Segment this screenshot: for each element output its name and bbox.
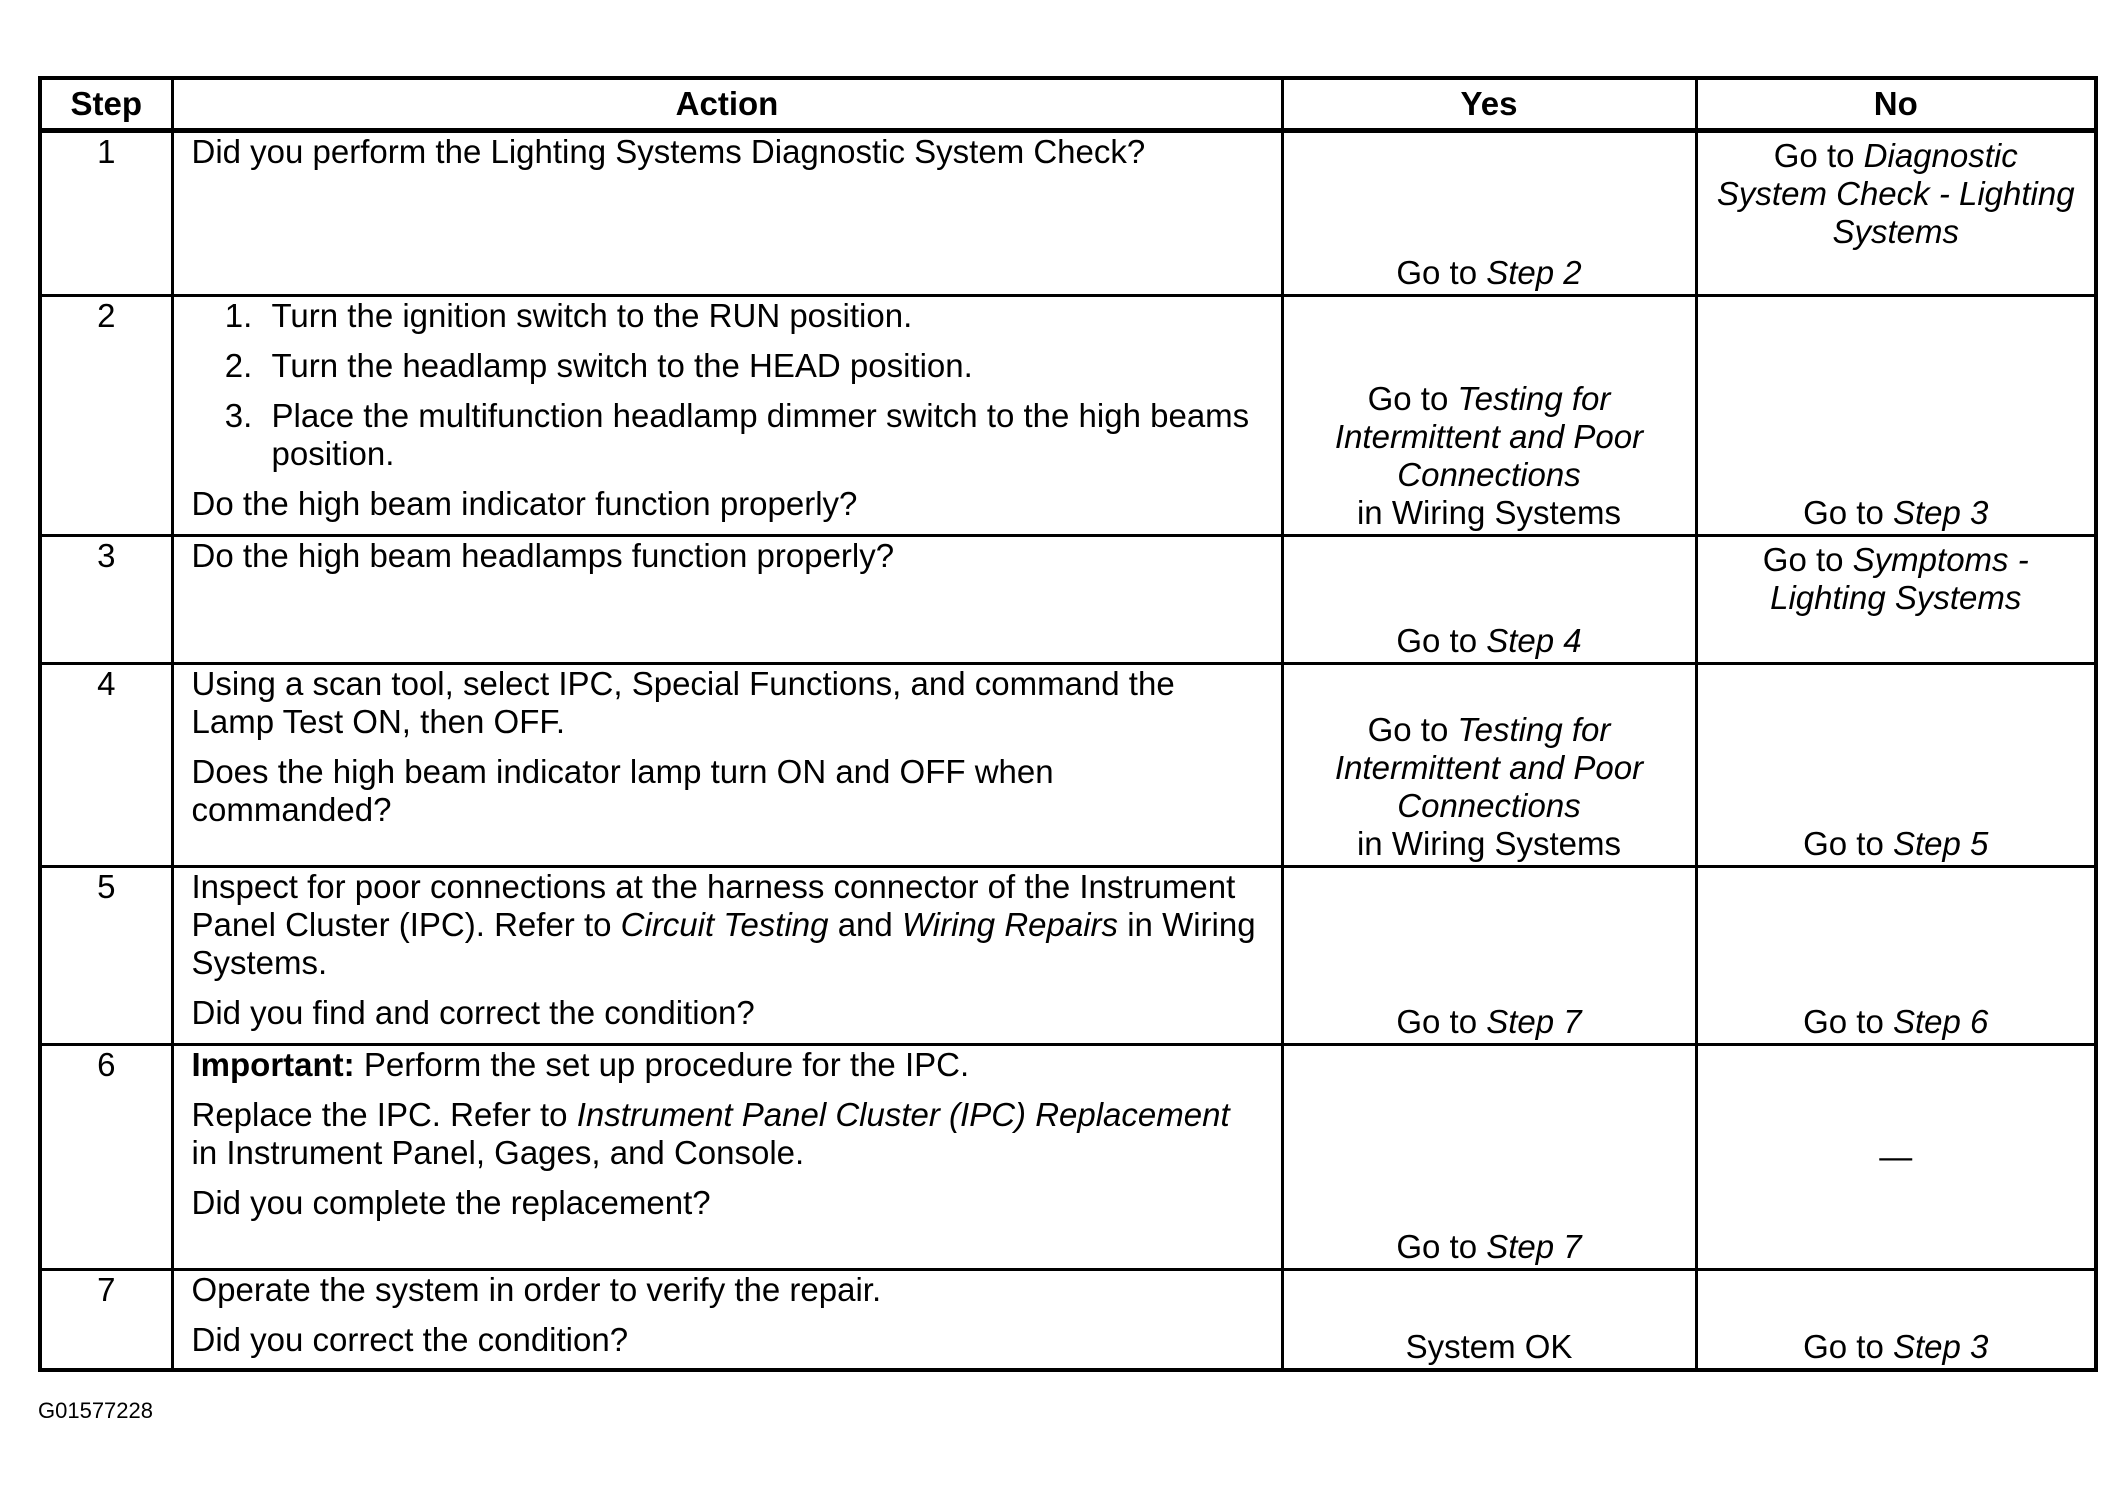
yes-cell	[1282, 1045, 1696, 1270]
header-no: No	[1696, 78, 2096, 131]
yes-prefix: Go to	[1396, 1228, 1487, 1265]
action-steps-list	[192, 297, 1263, 473]
yes-cell	[1282, 867, 1696, 1045]
yes-link[interactable]: Step 7	[1486, 1003, 1582, 1040]
step-number: 1	[40, 131, 172, 296]
no-link[interactable]: Symptoms - Lighting Systems	[1770, 541, 2029, 616]
action-instruction: Operate the system in order to verify the repair.	[191, 1271, 882, 1308]
action-instruction: Using a scan tool, select IPC, Special Functions, and command the Lamp Test ON, then OFF.	[191, 665, 1175, 740]
yes-prefix: Go to	[1367, 380, 1458, 417]
action-question: Do the high beam indicator function properly?	[191, 485, 858, 522]
no-cell	[1696, 867, 2096, 1045]
table-row	[40, 536, 2096, 664]
reference-link[interactable]: Circuit Testing	[620, 906, 829, 943]
yes-link[interactable]: Step 2	[1486, 254, 1582, 291]
step-number: 7	[40, 1270, 172, 1370]
action-cell	[172, 867, 1282, 1045]
table-row	[40, 1045, 2096, 1270]
header-row	[40, 78, 2096, 131]
step-number: 3	[40, 536, 172, 664]
action-cell	[172, 296, 1282, 536]
action-question: Did you perform the Lighting Systems Diagnostic System Check?	[191, 133, 1146, 170]
reference-link[interactable]: Wiring Repairs	[901, 906, 1119, 943]
step-number: 4	[40, 664, 172, 867]
no-link[interactable]: Step 5	[1892, 825, 1989, 862]
action-instruction	[192, 868, 1263, 982]
no-link[interactable]: Step 6	[1892, 1003, 1989, 1040]
no-link[interactable]: Diagnostic System Check - Lighting Systems	[1716, 137, 2075, 250]
figure-id: G01577228	[38, 1398, 153, 1423]
no-prefix: Go to	[1762, 541, 1853, 578]
action-question: Do the high beam headlamps function properly?	[191, 537, 895, 574]
diagnostic-table	[38, 76, 2098, 1372]
no-cell	[1696, 536, 2096, 664]
no-link[interactable]: Step 3	[1892, 1327, 1989, 1365]
table-row	[40, 664, 2096, 867]
yes-link[interactable]: Testing for Intermittent and Poor Connections	[1334, 380, 1644, 493]
step-number: 5	[40, 867, 172, 1045]
no-dash: —	[1879, 1138, 1913, 1175]
no-cell	[1696, 1045, 2096, 1270]
yes-cell	[1282, 296, 1696, 536]
no-link[interactable]: Step 3	[1892, 494, 1989, 531]
yes-cell	[1282, 1270, 1696, 1370]
yes-prefix: Go to	[1396, 622, 1487, 659]
header-action: Action	[172, 78, 1282, 131]
table-row	[40, 296, 2096, 536]
action-question: Did you complete the replacement?	[191, 1184, 711, 1221]
action-question: Does the high beam indicator lamp turn ON and OFF when commanded?	[191, 753, 1054, 828]
yes-suffix: in Wiring Systems	[1356, 494, 1622, 531]
no-prefix: Go to	[1803, 825, 1893, 862]
action-text: in Instrument Panel, Gages, and Console.	[191, 1134, 805, 1171]
action-step-item: 3. Place the multifunction headlamp dimmer switch to the high beams position.	[262, 397, 1263, 473]
action-question: Did you find and correct the condition?	[191, 994, 755, 1031]
action-cell	[172, 536, 1282, 664]
action-text: Inspect for poor connections at the harness connector of the Instrument Panel Cluster (IPC). Refer to	[191, 868, 1236, 943]
yes-prefix: Go to	[1396, 254, 1487, 291]
action-question: Did you correct the condition?	[191, 1321, 629, 1358]
header-step: Step	[40, 78, 172, 131]
yes-link[interactable]: Step 7	[1486, 1228, 1582, 1265]
header-yes: Yes	[1282, 78, 1696, 131]
action-cell	[172, 1045, 1282, 1270]
no-prefix: Go to	[1803, 1003, 1893, 1040]
important-text: Perform the set up procedure for the IPC.	[354, 1046, 970, 1083]
action-cell	[172, 131, 1282, 296]
yes-prefix: Go to	[1367, 711, 1458, 748]
action-text: Replace the IPC. Refer to	[191, 1096, 577, 1133]
table-row	[40, 1270, 2096, 1370]
action-step-item: 1. Turn the ignition switch to the RUN position.	[262, 297, 1263, 335]
no-prefix: Go to	[1803, 1327, 1893, 1365]
yes-result: System OK	[1405, 1327, 1573, 1365]
yes-link[interactable]: Testing for Intermittent and Poor Connections	[1334, 711, 1644, 824]
step-number: 6	[40, 1045, 172, 1270]
no-cell	[1696, 131, 2096, 296]
yes-cell	[1282, 131, 1696, 296]
no-cell	[1696, 1270, 2096, 1370]
action-text: in Wiring Systems.	[191, 906, 1256, 981]
action-text: and	[828, 906, 902, 943]
yes-suffix: in Wiring Systems	[1356, 825, 1622, 862]
yes-prefix: Go to	[1396, 1003, 1487, 1040]
yes-cell	[1282, 536, 1696, 664]
important-label: Important:	[191, 1046, 355, 1083]
important-note	[192, 1046, 1263, 1084]
no-prefix: Go to	[1773, 137, 1864, 174]
action-cell	[172, 664, 1282, 867]
step-number: 2	[40, 296, 172, 536]
yes-link[interactable]: Step 4	[1486, 622, 1582, 659]
no-cell	[1696, 664, 2096, 867]
action-step-item: 2. Turn the headlamp switch to the HEAD position.	[262, 347, 1263, 385]
table-row	[40, 131, 2096, 296]
reference-link[interactable]: Instrument Panel Cluster (IPC) Replacement	[576, 1096, 1230, 1133]
action-instruction	[192, 1096, 1263, 1172]
no-prefix: Go to	[1803, 494, 1893, 531]
table-row	[40, 867, 2096, 1045]
action-cell	[172, 1270, 1282, 1370]
no-cell	[1696, 296, 2096, 536]
yes-cell	[1282, 664, 1696, 867]
